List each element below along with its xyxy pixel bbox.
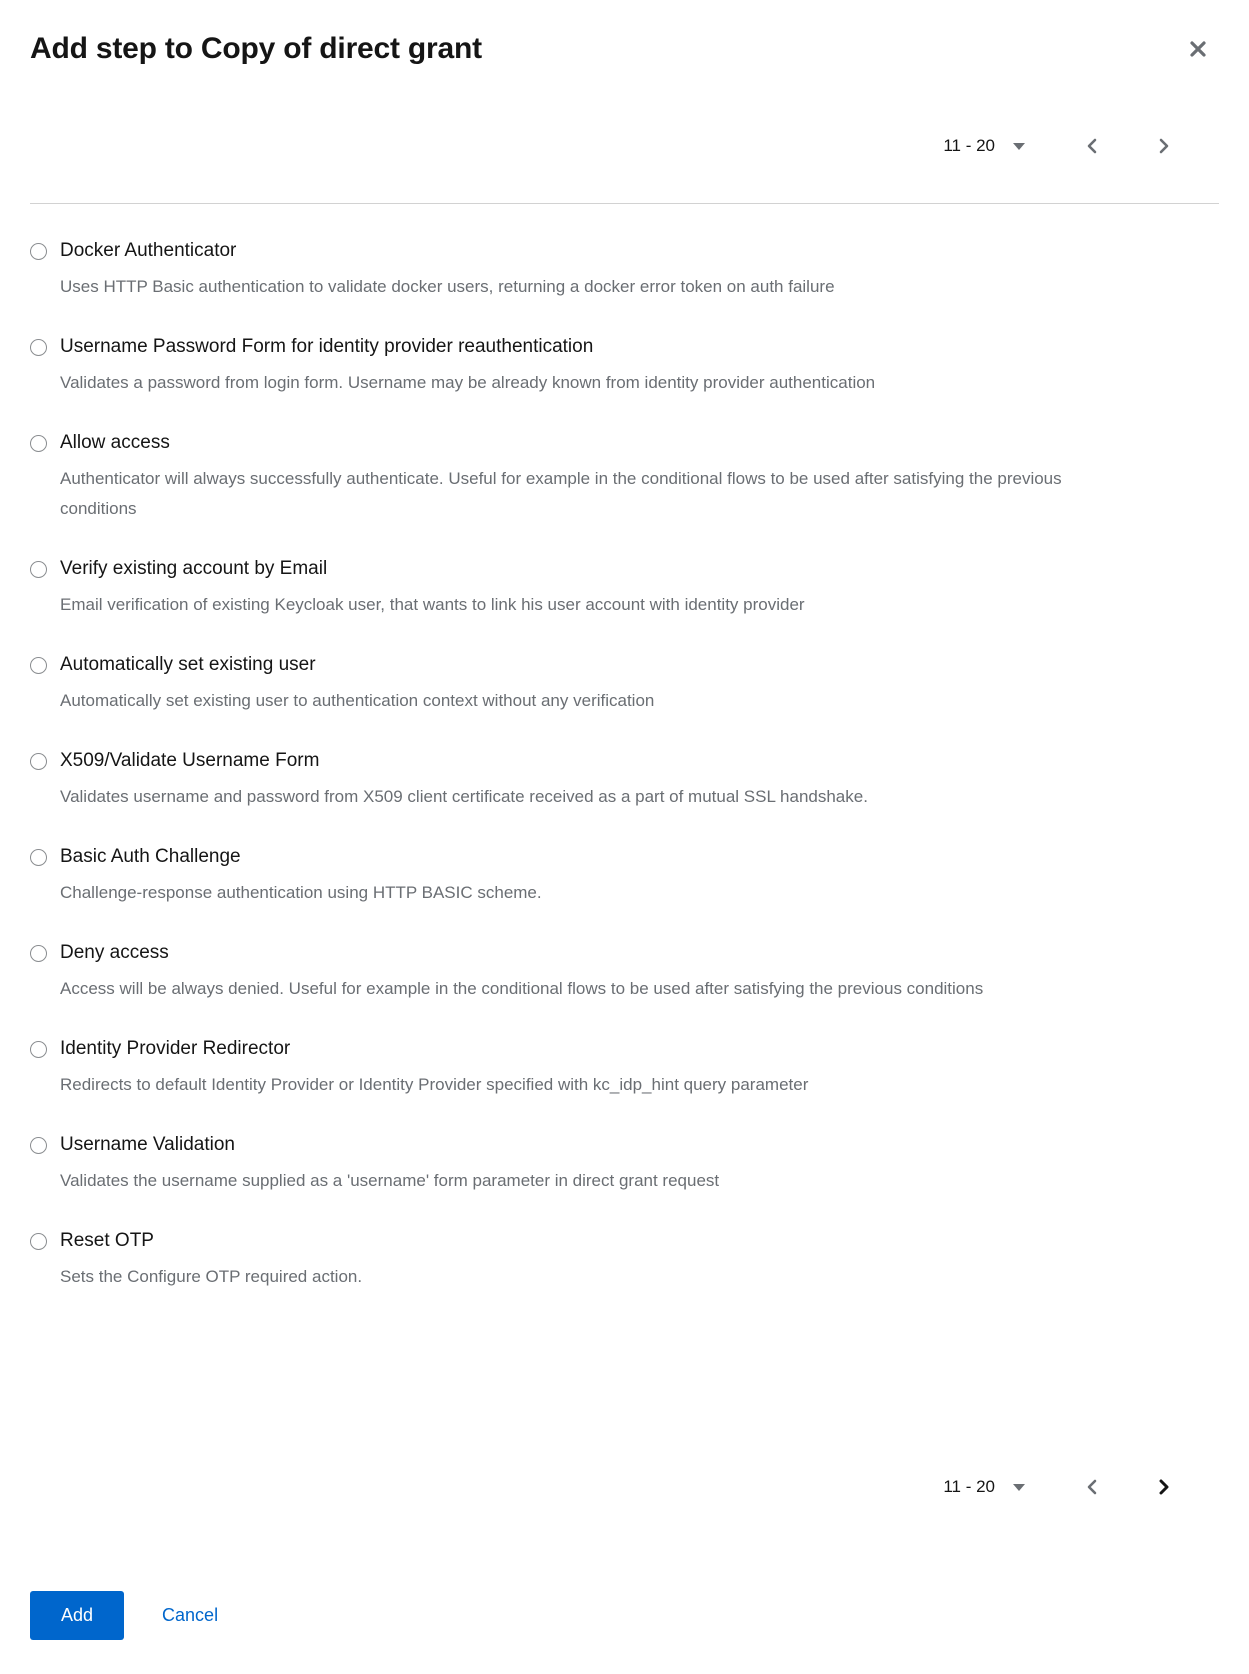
pagination-menu-toggle[interactable] <box>935 1471 1033 1503</box>
list-item <box>30 1038 1219 1100</box>
caret-down-icon <box>1013 1484 1025 1491</box>
option-description: Validates a password from login form. Username may be already known from identity provider authentication <box>60 373 876 392</box>
option-row[interactable] <box>30 942 1219 964</box>
option-row[interactable] <box>30 1038 1219 1060</box>
pagination-prev-button[interactable] <box>1079 1473 1105 1501</box>
option-description: Sets the Configure OTP required action. <box>60 1267 363 1286</box>
close-icon <box>1189 46 1207 61</box>
pagination-menu-toggle[interactable] <box>935 130 1033 162</box>
option-label: Username Validation <box>60 1134 235 1155</box>
option-row[interactable] <box>30 240 1219 262</box>
option-row[interactable] <box>30 336 1219 358</box>
angle-left-icon <box>1085 142 1099 157</box>
cancel-button[interactable]: Cancel <box>162 1605 219 1625</box>
option-row[interactable] <box>30 1230 1219 1252</box>
option-label: Reset OTP <box>60 1230 154 1251</box>
option-label: Automatically set existing user <box>60 654 316 675</box>
modal-footer <box>30 1591 218 1640</box>
radio-button[interactable] <box>30 657 47 674</box>
radio-button[interactable] <box>30 753 47 770</box>
option-description: Email verification of existing Keycloak user, that wants to link his user account with identity provider <box>60 595 805 614</box>
pagination-prev-button[interactable] <box>1079 132 1105 160</box>
angle-right-icon <box>1157 1483 1171 1498</box>
option-label: Identity Provider Redirector <box>60 1038 291 1059</box>
option-description: Validates username and password from X509 client certificate received as a part of mutual SSL handshake. <box>60 787 868 806</box>
pagination-next-button[interactable] <box>1151 132 1177 160</box>
option-label: Verify existing account by Email <box>60 558 328 579</box>
angle-right-icon <box>1157 142 1171 157</box>
list-item <box>30 750 1219 812</box>
option-description: Automatically set existing user to authentication context without any verification <box>60 691 655 710</box>
authenticator-option-list <box>30 204 1219 1292</box>
radio-button[interactable] <box>30 1137 47 1154</box>
option-row[interactable] <box>30 558 1219 580</box>
modal-header <box>30 0 1219 68</box>
caret-down-icon <box>1013 143 1025 150</box>
list-item <box>30 942 1219 1004</box>
option-row[interactable] <box>30 750 1219 772</box>
option-description: Challenge-response authentication using HTTP BASIC scheme. <box>60 883 542 902</box>
radio-button[interactable] <box>30 561 47 578</box>
pagination-top <box>30 128 1177 164</box>
pagination-bottom <box>935 1469 1177 1505</box>
list-item <box>30 336 1219 398</box>
pagination-range-label: 11 - 20 <box>943 1477 995 1496</box>
pagination-range-label: 11 - 20 <box>943 136 995 155</box>
option-description: Validates the username supplied as a 'username' form parameter in direct grant request <box>60 1171 720 1190</box>
list-item <box>30 240 1219 302</box>
option-description: Authenticator will always successfully authenticate. Useful for example in the conditional flows to be used after satisfying the previous conditions <box>60 469 1062 518</box>
radio-button[interactable] <box>30 1041 47 1058</box>
option-row[interactable] <box>30 432 1219 454</box>
add-button[interactable]: Add <box>30 1591 124 1640</box>
option-label: Allow access <box>60 432 170 453</box>
radio-button[interactable] <box>30 849 47 866</box>
option-label: Deny access <box>60 942 169 963</box>
option-label: X509/Validate Username Form <box>60 750 320 771</box>
close-button[interactable] <box>1185 36 1211 62</box>
radio-button[interactable] <box>30 435 47 452</box>
radio-button[interactable] <box>30 945 47 962</box>
list-item <box>30 654 1219 716</box>
option-label: Basic Auth Challenge <box>60 846 241 867</box>
option-row[interactable] <box>30 1134 1219 1156</box>
option-description: Access will be always denied. Useful for example in the conditional flows to be used after satisfying the previous conditions <box>60 979 984 998</box>
angle-left-icon <box>1085 1483 1099 1498</box>
radio-button[interactable] <box>30 339 47 356</box>
option-description: Uses HTTP Basic authentication to validate docker users, returning a docker error token on auth failure <box>60 277 835 296</box>
list-item <box>30 846 1219 908</box>
list-item <box>30 432 1219 524</box>
option-label: Username Password Form for identity provider reauthentication <box>60 336 594 357</box>
radio-button[interactable] <box>30 243 47 260</box>
list-item <box>30 558 1219 620</box>
option-description: Redirects to default Identity Provider or Identity Provider specified with kc_idp_hint query parameter <box>60 1075 809 1094</box>
list-item <box>30 1230 1219 1292</box>
page-title: Add step to Copy of direct grant <box>30 32 482 65</box>
option-row[interactable] <box>30 846 1219 868</box>
radio-button[interactable] <box>30 1233 47 1250</box>
option-label: Docker Authenticator <box>60 240 237 261</box>
option-row[interactable] <box>30 654 1219 676</box>
list-item <box>30 1134 1219 1196</box>
pagination-next-button[interactable] <box>1151 1473 1177 1501</box>
